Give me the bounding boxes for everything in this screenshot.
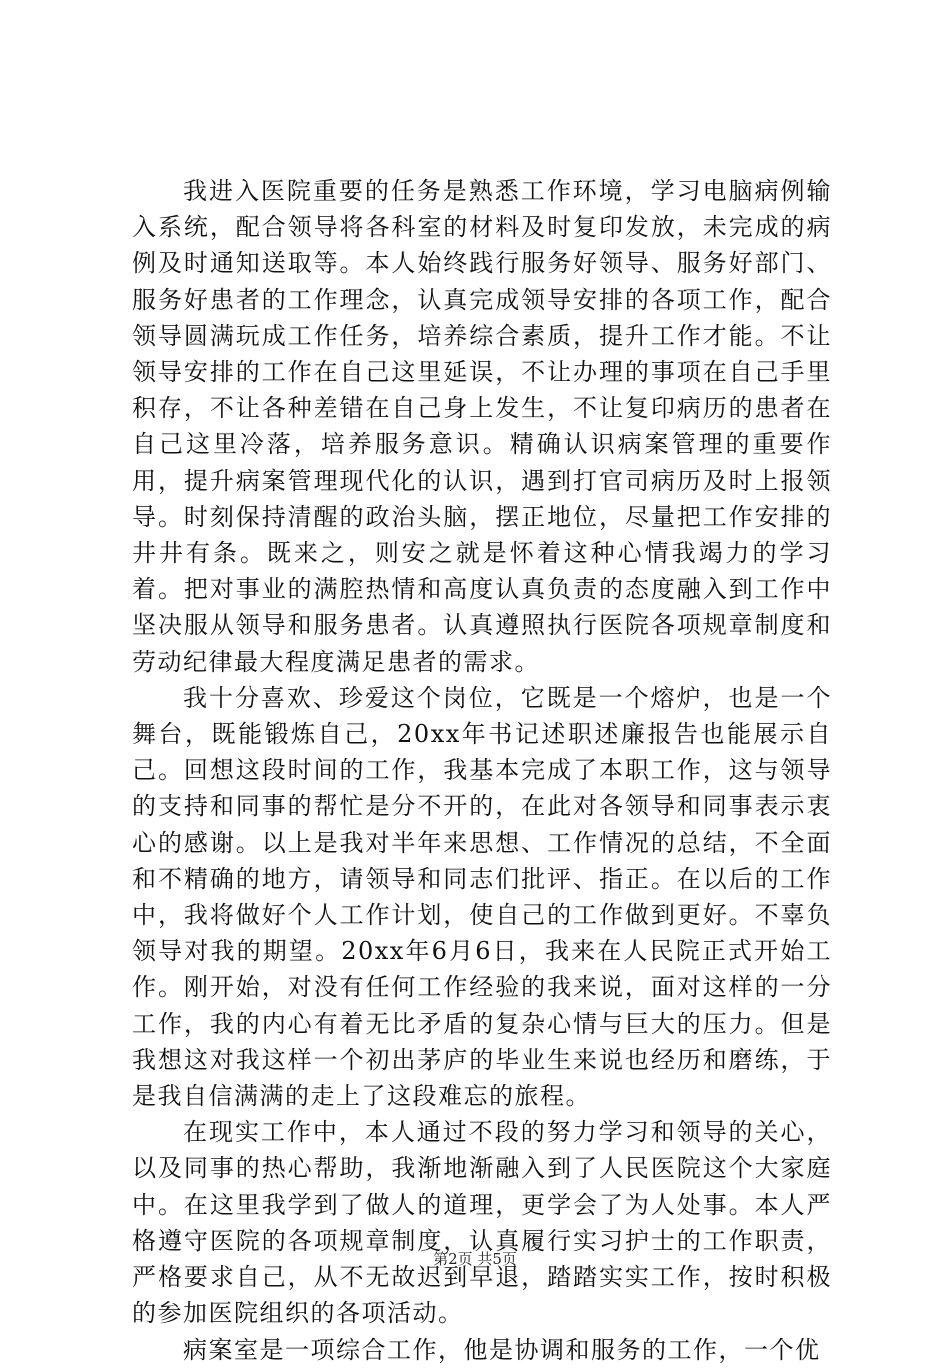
- page-footer: 第2页 共5页: [433, 1250, 517, 1268]
- paragraph: 我十分喜欢、珍爱这个岗位，它既是一个熔炉，也是一个舞台，既能锻炼自己，20xx年书记述职述廉报告也能展示自己。回想这段时间的工作，我基本完成了本职工作，这与领导的支持和同事的帮忙是分不开的，在此对各领导和同事表示衷心的感谢。以上是我对半年来思想、工作情况的总结，不全面和不精确的地方，请领导和同志们批评、指正。在以后的工作中，我将做好个人工作计划，使自己的工作做到更好。不辜负领导对我的期望。20xx年6月6日，我来在人民院正式开始工作。刚开始，对没有任何工作经验的我来说，面对这样的一分工作，我的内心有着无比矛盾的复杂心情与巨大的压力。但是我想这对我这样一个初出茅庐的毕业生来说也经历和磨练，于是我自信满满的走上了这段难忘的旅程。: [132, 683, 832, 1111]
- body-text: [132, 173, 832, 1368]
- paragraph: 病案室是一项综合工作，他是协调和服务的工作，一个优: [183, 1335, 821, 1364]
- paragraph: 在现实工作中，本人通过不段的努力学习和领导的关心，以及同事的热心帮助，我渐地渐融入到了人民医院这个大家庭中。在这里我学到了做人的道理，更学会了为人处事。本人严格遵守医院的各项规章制度，认真履行实习护士的工作职责，严格要求自己，从不无故迟到早退，踏踏实实工作，按时积极的参加医院组织的各项活动。: [132, 1118, 832, 1328]
- paragraph: 我进入医院重要的任务是熟悉工作环境，学习电脑病例输入系统，配合领导将各科室的材料及时复印发放，未完成的病例及时通知送取等。本人始终践行服务好领导、服务好部门、服务好患者的工作理念，认真完成领导安排的各项工作，配合领导圆满玩成工作任务，培养综合素质，提升工作才能。不让领导安排的工作在自己这里延误，不让办理的事项在自己手里积存，不让各种差错在自己身上发生，不让复印病历的患者在自己这里冷落，培养服务意识。精确认识病案管理的重要作用，提升病案管理现代化的认识，遇到打官司病历及时上报领导。时刻保持清醒的政治头脑，摆正地位，尽量把工作安排的井井有条。既来之，则安之就是怀着这种心情我竭力的学习着。把对事业的满腔热情和高度认真负责的态度融入到工作中坚决服从领导和服务患者。认真遵照执行医院各项规章制度和劳动纪律最大程度满足患者的需求。: [132, 177, 832, 676]
